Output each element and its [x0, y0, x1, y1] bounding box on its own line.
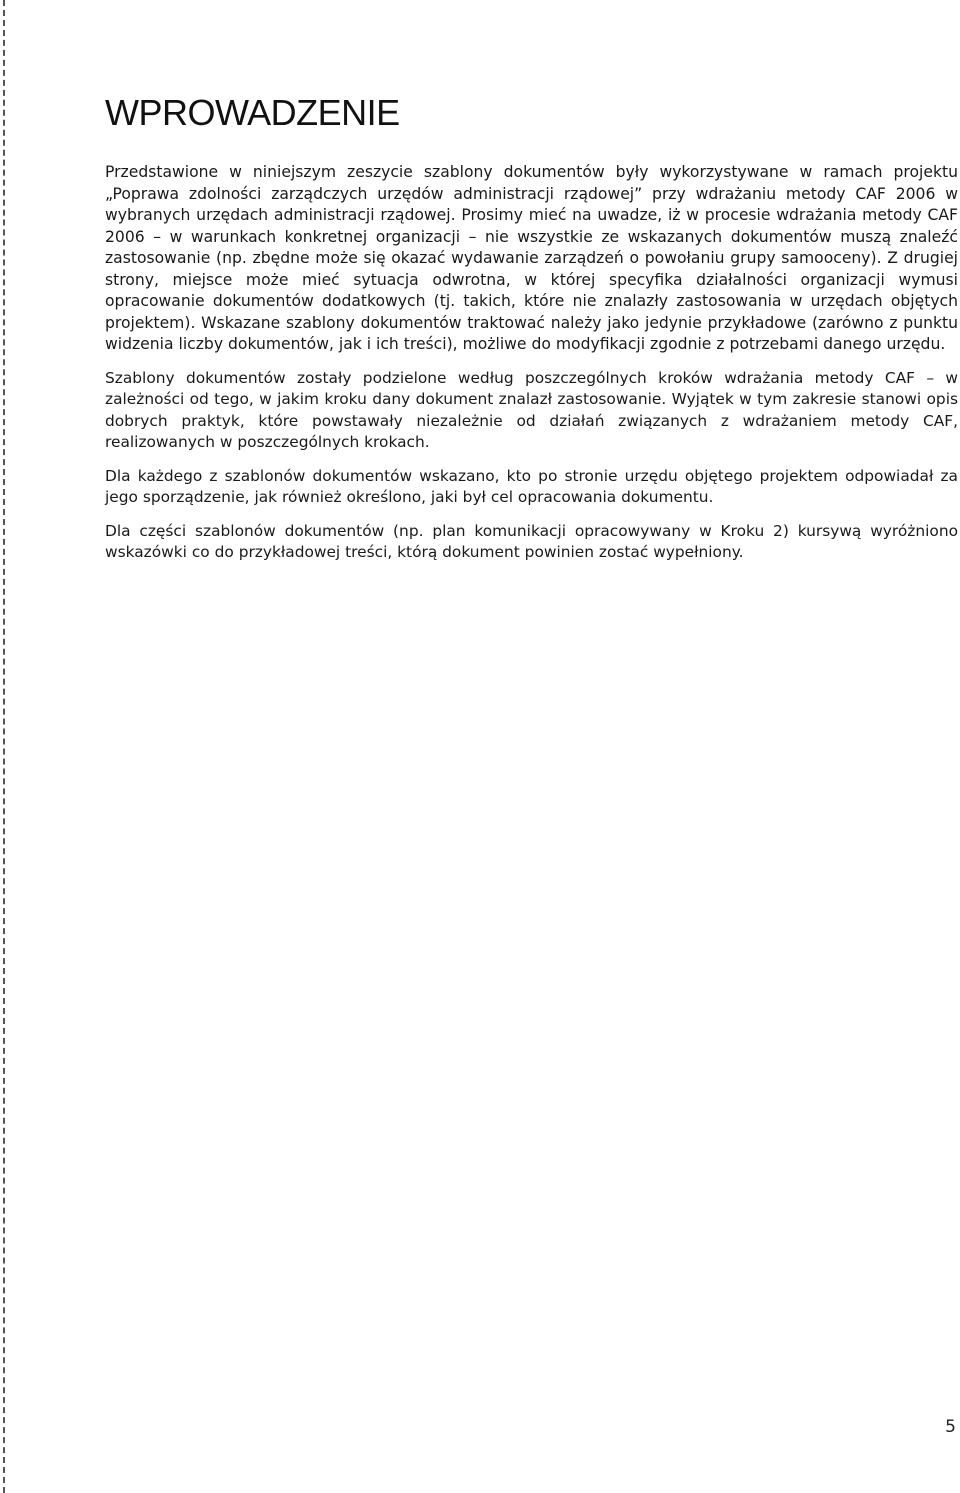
- paragraph-intro: Przedstawione w niniejszym zeszycie szablony dokumentów były wykorzystywane w ramach projektu „Poprawa zdolności zarządczych urzędów administracji rządowej” przy wdrażaniu metody CAF 2006 w wybranych urzędach administracji rządowej. Prosimy mieć na uwadze, iż w procesie wdrażania metody CAF 2006 – w warunkach konkretnej organizacji – nie wszystkie ze wskazanych dokumentów muszą znaleźć zastosowanie (np. zbędne może się okazać wydawanie zarządzeń o powołaniu grupy samooceny). Z drugiej strony, miejsce może mieć sytuacja odwrotna, w której specyfika działalności organizacji wymusi opracowanie dokumentów dodatkowych (tj. takich, które nie znalazły zastosowania w urzędach objętych projektem). Wskazane szablony dokumentów traktować należy jako jedynie przykładowe (zarówno z punktu widzenia liczby dokumentów, jak i ich treści), możliwe do modyfikacji zgodnie z potrzebami danego urzędu.: [105, 163, 958, 353]
- paragraph-responsibility: Dla każdego z szablonów dokumentów wskazano, kto po stronie urzędu objętego projektem odpowiadał za jego sporządzenie, jak również określono, jaki był cel opracowania dokumentu.: [105, 466, 958, 506]
- paragraph-italic-hints: Dla części szablonów dokumentów (np. plan komunikacji opracowywany w Kroku 2) kursywą wyróżniono wskazówki co do przykładowej treści, którą dokument powinien zostać wypełniony.: [105, 521, 958, 561]
- page-number: 5: [945, 1417, 956, 1437]
- paragraph-steps: Szablony dokumentów zostały podzielone według poszczególnych kroków wdrażania metody CAF – w zależności od tego, w jakim kroku dany dokument znalazł zastosowanie. Wyjątek w tym zakresie stanowi opis dobrych praktyk, które powstawały niezależnie od działań związanych z wdrażaniem metody CAF, realizowanych w poszczególnych krokach.: [105, 368, 958, 451]
- page-edge-dashed-rule: [3, 0, 5, 1493]
- page-title: WPROWADZENIE: [105, 92, 400, 133]
- document-page: [105, 92, 958, 576]
